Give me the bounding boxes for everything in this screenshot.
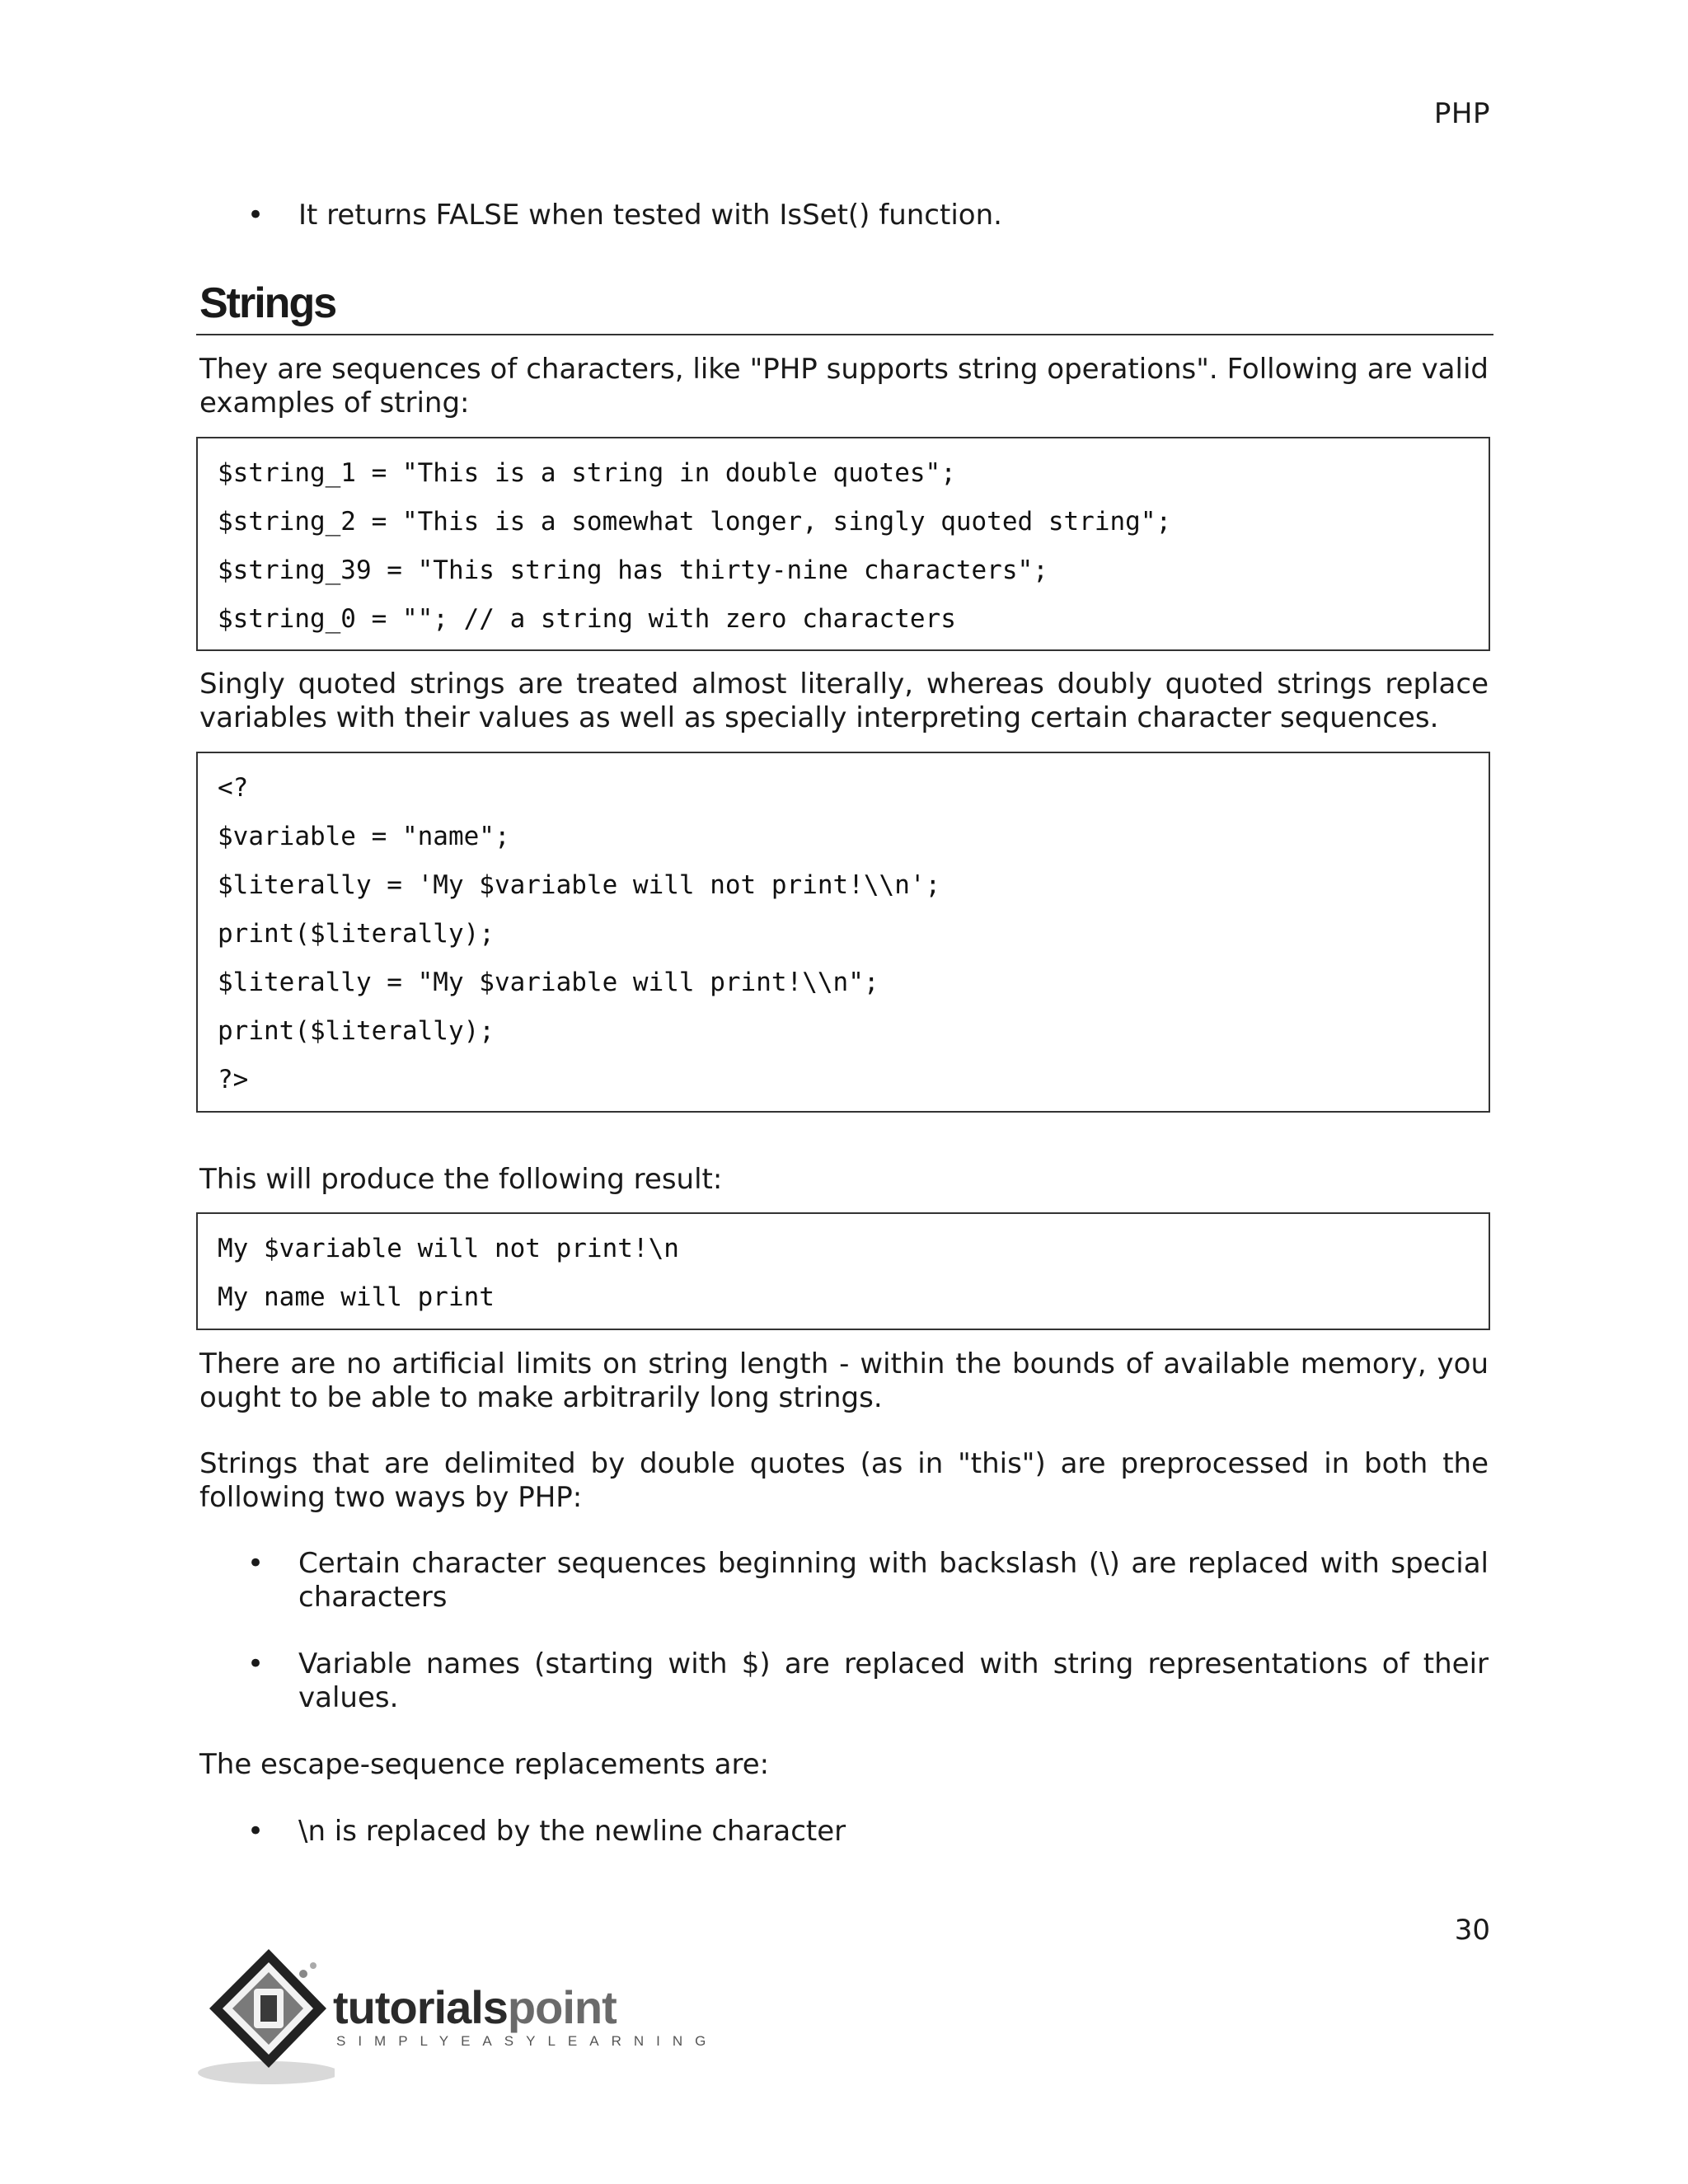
code-block — [196, 1212, 1490, 1330]
page-number: 30 — [1454, 1914, 1490, 1947]
paragraph: The escape-sequence replacements are: — [199, 1748, 770, 1781]
bullet-icon: • — [247, 1815, 265, 1848]
heading-rule — [196, 334, 1493, 335]
code-line: ?> — [218, 1065, 249, 1094]
code-block — [196, 752, 1490, 1113]
paragraph: Strings that are delimited by double quotes (as in "this") are preprocessed in both the following two ways by PHP: — [199, 1447, 1489, 1514]
code-line: $literally = 'My $variable will not print!\\n'; — [218, 870, 941, 900]
code-line: My $variable will not print!\n — [218, 1234, 679, 1263]
section-heading: Strings — [199, 279, 336, 327]
logo-word-tutorials: tutorials — [333, 1981, 508, 2033]
code-line: print($literally); — [218, 1016, 495, 1046]
code-block — [196, 437, 1490, 651]
logo-word-point: point — [507, 1981, 617, 2033]
code-line: <? — [218, 773, 249, 803]
paragraph: There are no artificial limits on string length - within the bounds of available memory, you ought to be able to make arbitrarily long strings. — [199, 1347, 1489, 1414]
paragraph: Singly quoted strings are treated almost literally, whereas doubly quoted strings replace variables with their values as well as specially interpreting certain character sequences. — [199, 668, 1489, 734]
code-line: $string_1 = "This is a string in double quotes"; — [218, 458, 956, 488]
tutorialspoint-logo — [195, 1941, 719, 2089]
list-item — [247, 1815, 1489, 1849]
running-header: PHP — [1433, 97, 1490, 130]
bullet-icon: • — [247, 199, 265, 232]
list-item-text: It returns FALSE when tested with IsSet() function. — [298, 199, 1002, 232]
bullet-icon: • — [247, 1547, 265, 1580]
bullet-icon: • — [247, 1647, 265, 1680]
list-item-text: \n is replaced by the newline character — [298, 1815, 846, 1848]
code-line: print($literally); — [218, 919, 495, 949]
paragraph: They are sequences of characters, like "PHP supports string operations". Following are valid examples of string: — [199, 353, 1489, 419]
list-item-text: Variable names (starting with $) are replaced with string representations of their values. — [298, 1647, 1489, 1714]
logo-diamond-icon — [195, 1941, 335, 2089]
list-item — [247, 1547, 1489, 1615]
code-line: $string_2 = "This is a somewhat longer, singly quoted string"; — [218, 507, 1172, 537]
list-item — [247, 1647, 1489, 1715]
code-line: $variable = "name"; — [218, 822, 510, 851]
logo-tagline: SIMPLYEASYLEARNING — [336, 2033, 719, 2049]
code-line: $string_39 = "This string has thirty-nine characters"; — [218, 555, 1048, 585]
paragraph: This will produce the following result: — [199, 1163, 723, 1196]
list-item — [247, 199, 1489, 232]
list-item-text: Certain character sequences beginning with backslash (\) are replaced with special characters — [298, 1547, 1489, 1614]
code-line: My name will print — [218, 1282, 495, 1312]
code-line: $string_0 = ""; // a string with zero characters — [218, 604, 956, 634]
logo-wordmark — [333, 1980, 617, 2034]
code-line: $literally = "My $variable will print!\\n"; — [218, 968, 879, 997]
